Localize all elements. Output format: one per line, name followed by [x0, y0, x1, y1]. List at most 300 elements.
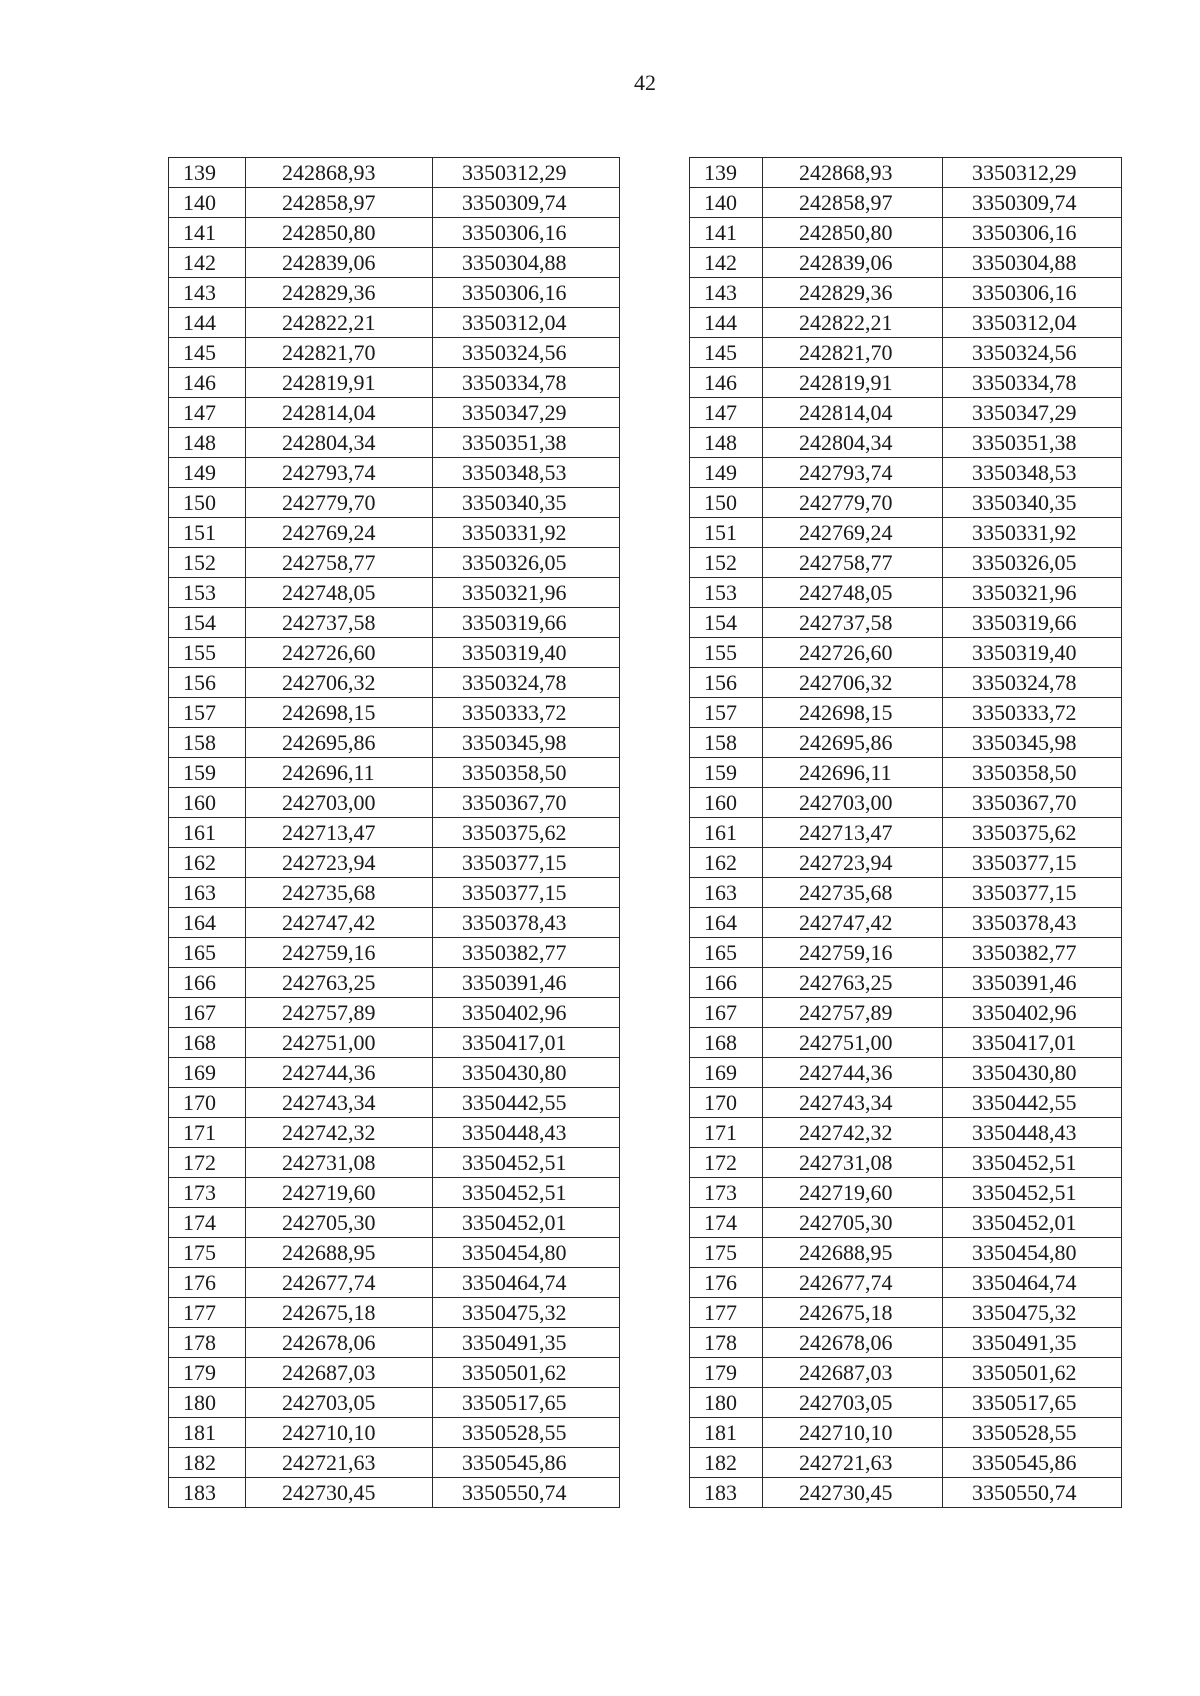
point-number-cell: 158 [690, 728, 763, 758]
point-number-cell: 178 [690, 1328, 763, 1358]
table-row [169, 188, 620, 218]
point-number-cell: 162 [169, 848, 246, 878]
table-row [690, 548, 1122, 578]
point-number-cell: 152 [169, 548, 246, 578]
table-row [169, 1178, 620, 1208]
y-coordinate-cell: 3350345,98 [943, 728, 1122, 758]
x-coordinate-cell: 242726,60 [763, 638, 943, 668]
y-coordinate-cell: 3350306,16 [943, 278, 1122, 308]
y-coordinate-cell: 3350501,62 [943, 1358, 1122, 1388]
point-number-cell: 152 [690, 548, 763, 578]
y-coordinate-cell: 3350319,66 [433, 608, 620, 638]
point-number-cell: 166 [169, 968, 246, 998]
y-coordinate-cell: 3350340,35 [943, 488, 1122, 518]
coordinates-table-left-body [169, 158, 620, 1508]
table-row [169, 1478, 620, 1508]
table-row [690, 308, 1122, 338]
y-coordinate-cell: 3350345,98 [433, 728, 620, 758]
table-row [690, 668, 1122, 698]
x-coordinate-cell: 242748,05 [246, 578, 433, 608]
x-coordinate-cell: 242688,95 [763, 1238, 943, 1268]
table-row [169, 1388, 620, 1418]
point-number-cell: 177 [690, 1298, 763, 1328]
x-coordinate-cell: 242721,63 [763, 1448, 943, 1478]
x-coordinate-cell: 242695,86 [763, 728, 943, 758]
point-number-cell: 141 [169, 218, 246, 248]
x-coordinate-cell: 242743,34 [246, 1088, 433, 1118]
y-coordinate-cell: 3350464,74 [433, 1268, 620, 1298]
point-number-cell: 176 [169, 1268, 246, 1298]
point-number-cell: 169 [169, 1058, 246, 1088]
point-number-cell: 178 [169, 1328, 246, 1358]
x-coordinate-cell: 242819,91 [763, 368, 943, 398]
y-coordinate-cell: 3350452,51 [433, 1178, 620, 1208]
y-coordinate-cell: 3350331,92 [943, 518, 1122, 548]
x-coordinate-cell: 242703,00 [246, 788, 433, 818]
x-coordinate-cell: 242696,11 [246, 758, 433, 788]
y-coordinate-cell: 3350517,65 [433, 1388, 620, 1418]
table-row [690, 638, 1122, 668]
x-coordinate-cell: 242814,04 [246, 398, 433, 428]
coordinates-table-left [168, 157, 620, 1508]
coordinates-table-right [689, 157, 1122, 1508]
table-row [169, 308, 620, 338]
table-row [169, 518, 620, 548]
table-row [690, 908, 1122, 938]
point-number-cell: 180 [690, 1388, 763, 1418]
point-number-cell: 141 [690, 218, 763, 248]
y-coordinate-cell: 3350358,50 [433, 758, 620, 788]
y-coordinate-cell: 3350442,55 [943, 1088, 1122, 1118]
x-coordinate-cell: 242677,74 [246, 1268, 433, 1298]
table-row [690, 518, 1122, 548]
y-coordinate-cell: 3350375,62 [943, 818, 1122, 848]
x-coordinate-cell: 242710,10 [763, 1418, 943, 1448]
x-coordinate-cell: 242695,86 [246, 728, 433, 758]
x-coordinate-cell: 242703,05 [763, 1388, 943, 1418]
table-row [690, 728, 1122, 758]
y-coordinate-cell: 3350501,62 [433, 1358, 620, 1388]
y-coordinate-cell: 3350402,96 [943, 998, 1122, 1028]
x-coordinate-cell: 242675,18 [763, 1298, 943, 1328]
point-number-cell: 140 [690, 188, 763, 218]
point-number-cell: 157 [169, 698, 246, 728]
x-coordinate-cell: 242793,74 [763, 458, 943, 488]
table-row [690, 698, 1122, 728]
x-coordinate-cell: 242822,21 [763, 308, 943, 338]
point-number-cell: 140 [169, 188, 246, 218]
y-coordinate-cell: 3350430,80 [943, 1058, 1122, 1088]
point-number-cell: 176 [690, 1268, 763, 1298]
y-coordinate-cell: 3350491,35 [943, 1328, 1122, 1358]
x-coordinate-cell: 242821,70 [246, 338, 433, 368]
table-row [169, 908, 620, 938]
point-number-cell: 163 [690, 878, 763, 908]
x-coordinate-cell: 242742,32 [246, 1118, 433, 1148]
y-coordinate-cell: 3350324,78 [433, 668, 620, 698]
x-coordinate-cell: 242687,03 [763, 1358, 943, 1388]
point-number-cell: 144 [690, 308, 763, 338]
y-coordinate-cell: 3350324,56 [433, 338, 620, 368]
table-row [169, 428, 620, 458]
point-number-cell: 156 [690, 668, 763, 698]
x-coordinate-cell: 242719,60 [763, 1178, 943, 1208]
point-number-cell: 149 [690, 458, 763, 488]
point-number-cell: 139 [169, 158, 246, 188]
point-number-cell: 142 [690, 248, 763, 278]
x-coordinate-cell: 242793,74 [246, 458, 433, 488]
y-coordinate-cell: 3350378,43 [943, 908, 1122, 938]
point-number-cell: 143 [169, 278, 246, 308]
point-number-cell: 179 [169, 1358, 246, 1388]
point-number-cell: 151 [169, 518, 246, 548]
point-number-cell: 159 [690, 758, 763, 788]
table-row [169, 1208, 620, 1238]
table-row [690, 608, 1122, 638]
table-row [169, 728, 620, 758]
x-coordinate-cell: 242706,32 [246, 668, 433, 698]
y-coordinate-cell: 3350375,62 [433, 818, 620, 848]
table-row [169, 1118, 620, 1148]
page-number: 42 [634, 70, 656, 95]
point-number-cell: 154 [690, 608, 763, 638]
table-row [169, 1268, 620, 1298]
y-coordinate-cell: 3350333,72 [943, 698, 1122, 728]
x-coordinate-cell: 242747,42 [763, 908, 943, 938]
table-row [690, 368, 1122, 398]
y-coordinate-cell: 3350545,86 [433, 1448, 620, 1478]
x-coordinate-cell: 242829,36 [763, 278, 943, 308]
table-row [169, 998, 620, 1028]
x-coordinate-cell: 242721,63 [246, 1448, 433, 1478]
point-number-cell: 164 [169, 908, 246, 938]
table-row [169, 338, 620, 368]
x-coordinate-cell: 242735,68 [763, 878, 943, 908]
y-coordinate-cell: 3350333,72 [433, 698, 620, 728]
table-row [690, 968, 1122, 998]
point-number-cell: 161 [169, 818, 246, 848]
point-number-cell: 144 [169, 308, 246, 338]
y-coordinate-cell: 3350417,01 [943, 1028, 1122, 1058]
table-row [169, 638, 620, 668]
x-coordinate-cell: 242723,94 [246, 848, 433, 878]
x-coordinate-cell: 242779,70 [763, 488, 943, 518]
y-coordinate-cell: 3350312,29 [943, 158, 1122, 188]
point-number-cell: 167 [690, 998, 763, 1028]
point-number-cell: 169 [690, 1058, 763, 1088]
table-row [690, 1418, 1122, 1448]
y-coordinate-cell: 3350377,15 [943, 848, 1122, 878]
x-coordinate-cell: 242731,08 [246, 1148, 433, 1178]
y-coordinate-cell: 3350454,80 [943, 1238, 1122, 1268]
x-coordinate-cell: 242675,18 [246, 1298, 433, 1328]
point-number-cell: 172 [690, 1148, 763, 1178]
point-number-cell: 182 [690, 1448, 763, 1478]
point-number-cell: 175 [690, 1238, 763, 1268]
y-coordinate-cell: 3350321,96 [433, 578, 620, 608]
table-row [690, 1448, 1122, 1478]
x-coordinate-cell: 242868,93 [763, 158, 943, 188]
x-coordinate-cell: 242821,70 [763, 338, 943, 368]
x-coordinate-cell: 242730,45 [246, 1478, 433, 1508]
y-coordinate-cell: 3350321,96 [943, 578, 1122, 608]
y-coordinate-cell: 3350382,77 [433, 938, 620, 968]
x-coordinate-cell: 242742,32 [763, 1118, 943, 1148]
x-coordinate-cell: 242696,11 [763, 758, 943, 788]
y-coordinate-cell: 3350326,05 [943, 548, 1122, 578]
point-number-cell: 181 [169, 1418, 246, 1448]
y-coordinate-cell: 3350528,55 [943, 1418, 1122, 1448]
point-number-cell: 174 [690, 1208, 763, 1238]
table-row [169, 848, 620, 878]
y-coordinate-cell: 3350306,16 [433, 278, 620, 308]
point-number-cell: 165 [690, 938, 763, 968]
y-coordinate-cell: 3350367,70 [433, 788, 620, 818]
point-number-cell: 174 [169, 1208, 246, 1238]
table-row [169, 698, 620, 728]
x-coordinate-cell: 242763,25 [246, 968, 433, 998]
x-coordinate-cell: 242730,45 [763, 1478, 943, 1508]
point-number-cell: 143 [690, 278, 763, 308]
x-coordinate-cell: 242839,06 [763, 248, 943, 278]
x-coordinate-cell: 242747,42 [246, 908, 433, 938]
y-coordinate-cell: 3350475,32 [433, 1298, 620, 1328]
point-number-cell: 170 [690, 1088, 763, 1118]
y-coordinate-cell: 3350550,74 [433, 1478, 620, 1508]
table-row [690, 1118, 1122, 1148]
point-number-cell: 175 [169, 1238, 246, 1268]
table-row [690, 458, 1122, 488]
point-number-cell: 180 [169, 1388, 246, 1418]
table-row [169, 1028, 620, 1058]
x-coordinate-cell: 242678,06 [763, 1328, 943, 1358]
point-number-cell: 166 [690, 968, 763, 998]
y-coordinate-cell: 3350430,80 [433, 1058, 620, 1088]
y-coordinate-cell: 3350475,32 [943, 1298, 1122, 1328]
y-coordinate-cell: 3350391,46 [943, 968, 1122, 998]
x-coordinate-cell: 242713,47 [246, 818, 433, 848]
table-row [169, 548, 620, 578]
y-coordinate-cell: 3350309,74 [433, 188, 620, 218]
x-coordinate-cell: 242723,94 [763, 848, 943, 878]
y-coordinate-cell: 3350448,43 [433, 1118, 620, 1148]
point-number-cell: 150 [690, 488, 763, 518]
x-coordinate-cell: 242868,93 [246, 158, 433, 188]
x-coordinate-cell: 242735,68 [246, 878, 433, 908]
x-coordinate-cell: 242763,25 [763, 968, 943, 998]
x-coordinate-cell: 242713,47 [763, 818, 943, 848]
point-number-cell: 156 [169, 668, 246, 698]
y-coordinate-cell: 3350452,01 [943, 1208, 1122, 1238]
point-number-cell: 148 [169, 428, 246, 458]
y-coordinate-cell: 3350334,78 [943, 368, 1122, 398]
y-coordinate-cell: 3350545,86 [943, 1448, 1122, 1478]
x-coordinate-cell: 242757,89 [763, 998, 943, 1028]
y-coordinate-cell: 3350306,16 [943, 218, 1122, 248]
x-coordinate-cell: 242819,91 [246, 368, 433, 398]
table-row [690, 848, 1122, 878]
y-coordinate-cell: 3350452,01 [433, 1208, 620, 1238]
table-row [169, 488, 620, 518]
table-row [169, 818, 620, 848]
x-coordinate-cell: 242687,03 [246, 1358, 433, 1388]
y-coordinate-cell: 3350326,05 [433, 548, 620, 578]
point-number-cell: 146 [690, 368, 763, 398]
point-number-cell: 155 [690, 638, 763, 668]
x-coordinate-cell: 242706,32 [763, 668, 943, 698]
point-number-cell: 148 [690, 428, 763, 458]
point-number-cell: 165 [169, 938, 246, 968]
y-coordinate-cell: 3350312,04 [943, 308, 1122, 338]
y-coordinate-cell: 3350304,88 [943, 248, 1122, 278]
table-row [690, 278, 1122, 308]
y-coordinate-cell: 3350378,43 [433, 908, 620, 938]
x-coordinate-cell: 242758,77 [763, 548, 943, 578]
x-coordinate-cell: 242719,60 [246, 1178, 433, 1208]
x-coordinate-cell: 242757,89 [246, 998, 433, 1028]
y-coordinate-cell: 3350312,04 [433, 308, 620, 338]
point-number-cell: 179 [690, 1358, 763, 1388]
y-coordinate-cell: 3350464,74 [943, 1268, 1122, 1298]
point-number-cell: 153 [690, 578, 763, 608]
table-row [169, 1418, 620, 1448]
table-row [169, 1088, 620, 1118]
table-row [169, 248, 620, 278]
y-coordinate-cell: 3350517,65 [943, 1388, 1122, 1418]
table-row [169, 1358, 620, 1388]
table-row [690, 1268, 1122, 1298]
y-coordinate-cell: 3350452,51 [943, 1148, 1122, 1178]
y-coordinate-cell: 3350382,77 [943, 938, 1122, 968]
y-coordinate-cell: 3350377,15 [943, 878, 1122, 908]
x-coordinate-cell: 242850,80 [763, 218, 943, 248]
table-row [169, 608, 620, 638]
y-coordinate-cell: 3350324,56 [943, 338, 1122, 368]
x-coordinate-cell: 242759,16 [763, 938, 943, 968]
x-coordinate-cell: 242678,06 [246, 1328, 433, 1358]
table-row [690, 998, 1122, 1028]
table-row [690, 398, 1122, 428]
y-coordinate-cell: 3350367,70 [943, 788, 1122, 818]
point-number-cell: 145 [169, 338, 246, 368]
table-row [690, 1028, 1122, 1058]
y-coordinate-cell: 3350528,55 [433, 1418, 620, 1448]
x-coordinate-cell: 242759,16 [246, 938, 433, 968]
table-row [169, 1238, 620, 1268]
x-coordinate-cell: 242748,05 [763, 578, 943, 608]
x-coordinate-cell: 242751,00 [246, 1028, 433, 1058]
point-number-cell: 173 [169, 1178, 246, 1208]
table-row [169, 968, 620, 998]
y-coordinate-cell: 3350351,38 [943, 428, 1122, 458]
point-number-cell: 155 [169, 638, 246, 668]
x-coordinate-cell: 242758,77 [246, 548, 433, 578]
x-coordinate-cell: 242705,30 [246, 1208, 433, 1238]
table-row [690, 758, 1122, 788]
y-coordinate-cell: 3350312,29 [433, 158, 620, 188]
x-coordinate-cell: 242751,00 [763, 1028, 943, 1058]
table-row [690, 1328, 1122, 1358]
x-coordinate-cell: 242779,70 [246, 488, 433, 518]
point-number-cell: 181 [690, 1418, 763, 1448]
x-coordinate-cell: 242822,21 [246, 308, 433, 338]
point-number-cell: 170 [169, 1088, 246, 1118]
table-row [169, 878, 620, 908]
x-coordinate-cell: 242688,95 [246, 1238, 433, 1268]
y-coordinate-cell: 3350347,29 [943, 398, 1122, 428]
point-number-cell: 168 [690, 1028, 763, 1058]
y-coordinate-cell: 3350331,92 [433, 518, 620, 548]
y-coordinate-cell: 3350334,78 [433, 368, 620, 398]
table-row [690, 1298, 1122, 1328]
x-coordinate-cell: 242839,06 [246, 248, 433, 278]
table-row [690, 428, 1122, 458]
point-number-cell: 161 [690, 818, 763, 848]
y-coordinate-cell: 3350452,51 [943, 1178, 1122, 1208]
y-coordinate-cell: 3350319,40 [433, 638, 620, 668]
table-row [169, 1058, 620, 1088]
x-coordinate-cell: 242743,34 [763, 1088, 943, 1118]
point-number-cell: 177 [169, 1298, 246, 1328]
table-row [690, 578, 1122, 608]
x-coordinate-cell: 242858,97 [246, 188, 433, 218]
point-number-cell: 160 [169, 788, 246, 818]
x-coordinate-cell: 242731,08 [763, 1148, 943, 1178]
x-coordinate-cell: 242858,97 [763, 188, 943, 218]
table-row [169, 758, 620, 788]
point-number-cell: 139 [690, 158, 763, 188]
point-number-cell: 147 [690, 398, 763, 428]
point-number-cell: 159 [169, 758, 246, 788]
point-number-cell: 183 [169, 1478, 246, 1508]
point-number-cell: 172 [169, 1148, 246, 1178]
point-number-cell: 147 [169, 398, 246, 428]
table-row [690, 188, 1122, 218]
point-number-cell: 173 [690, 1178, 763, 1208]
y-coordinate-cell: 3350319,40 [943, 638, 1122, 668]
x-coordinate-cell: 242703,00 [763, 788, 943, 818]
point-number-cell: 142 [169, 248, 246, 278]
y-coordinate-cell: 3350417,01 [433, 1028, 620, 1058]
y-coordinate-cell: 3350491,35 [433, 1328, 620, 1358]
x-coordinate-cell: 242737,58 [246, 608, 433, 638]
point-number-cell: 182 [169, 1448, 246, 1478]
point-number-cell: 158 [169, 728, 246, 758]
table-row [690, 248, 1122, 278]
y-coordinate-cell: 3350348,53 [433, 458, 620, 488]
x-coordinate-cell: 242737,58 [763, 608, 943, 638]
y-coordinate-cell: 3350319,66 [943, 608, 1122, 638]
point-number-cell: 163 [169, 878, 246, 908]
table-row [169, 1448, 620, 1478]
x-coordinate-cell: 242769,24 [763, 518, 943, 548]
y-coordinate-cell: 3350340,35 [433, 488, 620, 518]
point-number-cell: 153 [169, 578, 246, 608]
table-row [690, 158, 1122, 188]
point-number-cell: 164 [690, 908, 763, 938]
table-row [690, 878, 1122, 908]
y-coordinate-cell: 3350452,51 [433, 1148, 620, 1178]
x-coordinate-cell: 242804,34 [763, 428, 943, 458]
table-row [690, 938, 1122, 968]
x-coordinate-cell: 242698,15 [246, 698, 433, 728]
point-number-cell: 162 [690, 848, 763, 878]
table-row [690, 1178, 1122, 1208]
x-coordinate-cell: 242769,24 [246, 518, 433, 548]
y-coordinate-cell: 3350324,78 [943, 668, 1122, 698]
table-row [169, 368, 620, 398]
x-coordinate-cell: 242804,34 [246, 428, 433, 458]
